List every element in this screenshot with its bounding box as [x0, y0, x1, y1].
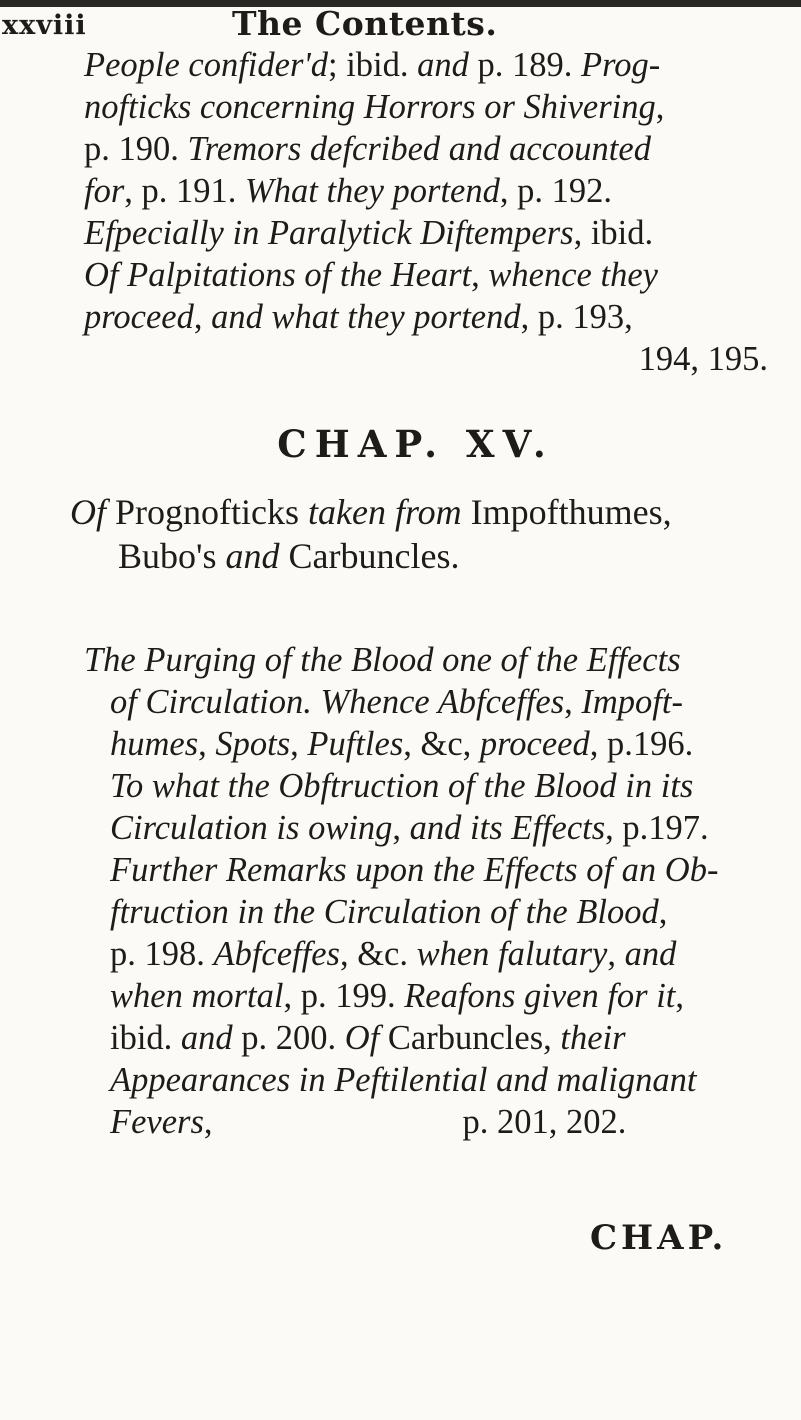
text-line: of Circulation. Whence Abfceffes, Impoft-	[110, 683, 683, 721]
text-line: Bubo's and Carbuncles.	[118, 536, 460, 576]
text-line: Fevers, p. 201, 202.	[110, 1103, 627, 1141]
text-line: ftruction in the Circulation of the Blood,	[110, 893, 668, 931]
text-line: for, p. 191. What they portend, p. 192.	[84, 172, 612, 210]
text-line: People confider'd; ibid. and p. 189. Prog-	[84, 46, 661, 84]
text-line: Appearances in Peftilential and malignant	[110, 1061, 697, 1099]
text-line: 194, 195.	[638, 340, 768, 378]
contents-entry-block-chap15	[84, 639, 794, 1143]
text-line: Of Palpitations of the Heart, whence they	[84, 256, 658, 294]
contents-entry-block-chap14	[84, 44, 794, 380]
text-line: Circulation is owing, and its Effects, p.197.	[110, 809, 709, 847]
page-number: xxviii	[2, 10, 87, 41]
text-line: Of Prognofticks taken from Impofthumes,	[70, 492, 672, 532]
text-line: Efpecially in Paralytick Diftempers, ibid.	[84, 214, 654, 252]
text-line: The Purging of the Blood one of the Effects	[84, 641, 681, 679]
text-line: humes, Spots, Puftles, &c, proceed, p.196.	[110, 725, 694, 763]
text-line: nofticks concerning Horrors or Shivering,	[84, 88, 665, 126]
text-line: Further Remarks upon the Effects of an Ob-	[110, 851, 719, 889]
text-line: proceed, and what they portend, p. 193,	[84, 298, 633, 336]
text-line: when mortal, p. 199. Reafons given for it,	[110, 977, 685, 1015]
text-line: To what the Obftruction of the Blood in its	[110, 767, 694, 805]
running-head: The Contents.	[232, 4, 498, 43]
chapter-subtitle	[70, 490, 794, 578]
chapter-heading: CHAP. XV.	[277, 422, 554, 466]
catchword: CHAP.	[590, 1218, 728, 1258]
text-line: p. 198. Abfceffes, &c. when falutary, and	[110, 935, 677, 973]
text-line: ibid. and p. 200. Of Carbuncles, their	[110, 1019, 626, 1057]
text-line: p. 190. Tremors defcribed and accounted	[84, 130, 651, 168]
